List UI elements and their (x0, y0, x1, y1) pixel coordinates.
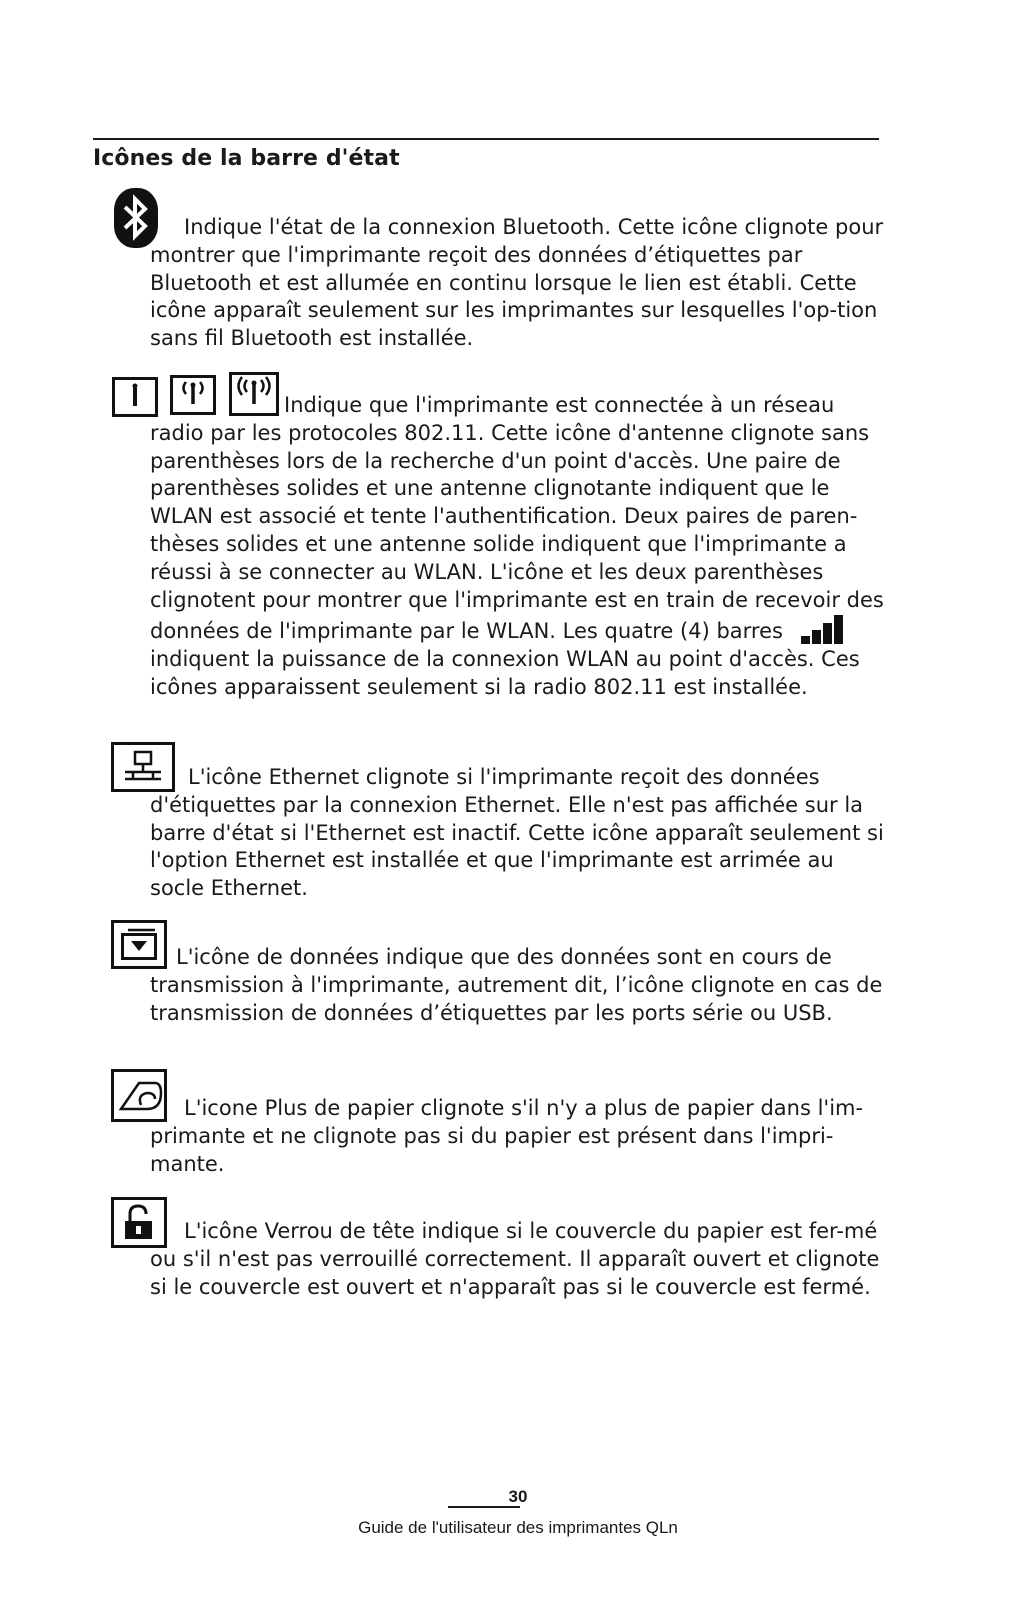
ethernet-description (150, 764, 885, 903)
page-number-underline (448, 1506, 520, 1508)
wlan-description (150, 392, 885, 702)
head-latch-text: L'icône Verrou de tête indique si le couvercle du papier est fer-mé ou s'il n'est pas verrouillé correctement. Il apparaît ouvert et clignote si le couvercle est ouvert et n'apparaît pas si le couvercle est fermé. (150, 1219, 880, 1299)
signal-bars-icon (793, 614, 849, 644)
bluetooth-description (150, 214, 885, 353)
page-number: 30 (508, 1487, 528, 1506)
top-rule (93, 138, 879, 140)
paper-out-description (150, 1095, 885, 1178)
ethernet-text: L'icône Ethernet clignote si l'imprimante reçoit des données d'étiquettes par la connexion Ethernet. Elle n'est pas affichée sur la barre d'état si l'Ethernet est inactif. Cette icône apparaît seulement si l'option Ethernet est installée et que l'imprimante est arrimée au socle Ethernet. (150, 765, 884, 901)
footer-text: Guide de l'utilisateur des imprimantes QLn (358, 1518, 678, 1537)
section-title: Icônes de la barre d'état (93, 146, 400, 171)
data-text: L'icône de données indique que des données sont en cours de transmission à l'imprimante, autrement dit, l’icône clignote en cas de transmission de données d’étiquettes par les ports série ou USB. (150, 945, 883, 1025)
wlan-text-part2: indiquent la puissance de la connexion WLAN au point d'accès. Ces icônes apparaissent seulement si la radio 802.11 est installée. (150, 647, 860, 699)
head-latch-description (150, 1218, 885, 1301)
paper-out-text: L'icone Plus de papier clignote s'il n'y a plus de papier dans l'im-primante et ne clignote pas si du papier est présent dans l'impri-mante. (150, 1096, 864, 1176)
wlan-text-part1: Indique que l'imprimante est connectée à un réseau radio par les protocoles 802.11. Cette icône d'antenne clignote sans parenthèses lors de la recherche d'un point d'accès. Une paire de parenthèses solides et une antenne clignotante indiquent que le WLAN est associé et tente l'authentification. Deux paires de paren-thèses solides et une antenne solide indiquent que l'imprimante a réussi à se connecter au WLAN. L'icône et les deux parenthèses clignotent pour montrer que l'imprimante est en train de recevoir des données de l'imprimante par le WLAN. Les quatre (4) barres (150, 393, 884, 644)
data-description (150, 944, 885, 1027)
bluetooth-text: Indique l'état de la connexion Bluetooth. Cette icône clignote pour montrer que l'imprimante reçoit des données d’étiquettes par Bluetooth et est allumée en continu lorsque le lien est établi. Cette icône apparaît seulement sur les imprimantes sur lesquelles l'op-tion sans fil Bluetooth est installée. (150, 215, 884, 351)
